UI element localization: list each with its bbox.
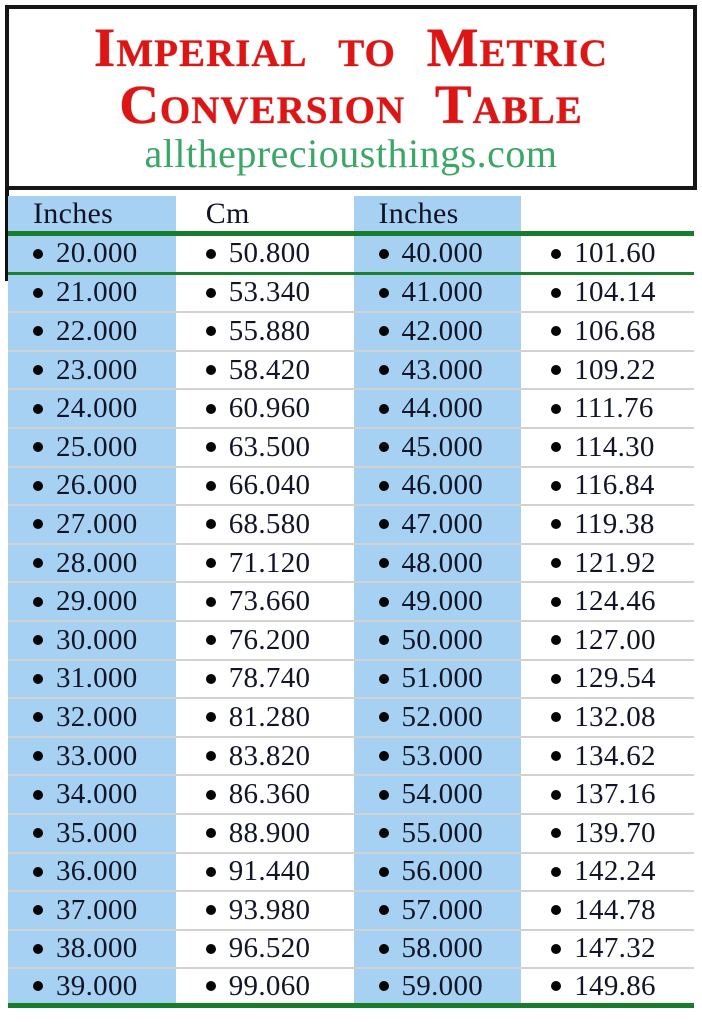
bullet-icon: [379, 288, 389, 298]
inches-cell: [354, 815, 522, 852]
cell-value: 36.000: [56, 855, 138, 888]
cell-value: 37.000: [56, 893, 138, 926]
inches-cell: [354, 545, 522, 582]
bullet-icon: [33, 365, 43, 375]
cm-cell: [181, 429, 349, 466]
bullet-icon: [33, 481, 43, 491]
cell-value: 31.000: [56, 662, 138, 695]
cell-value: 111.76: [574, 392, 654, 425]
inches-cell: [354, 854, 522, 891]
bullet-icon: [206, 751, 216, 761]
bullet-icon: [206, 597, 216, 607]
bullet-icon: [206, 944, 216, 954]
bullet-icon: [33, 828, 43, 838]
table-row: [8, 892, 694, 931]
bullet-icon: [551, 828, 561, 838]
inches-cell: [8, 661, 176, 698]
cm-cell: [181, 313, 349, 350]
cell-value: 81.280: [228, 700, 311, 733]
bullet-icon: [551, 905, 561, 915]
bullet-icon: [379, 442, 389, 452]
bullet-icon: [551, 944, 561, 954]
bullet-icon: [206, 558, 216, 568]
cell-value: 55.000: [401, 816, 484, 849]
bullet-icon: [206, 867, 216, 877]
inches-cell: [354, 969, 522, 1003]
cm-cell: [181, 583, 349, 620]
bullet-icon: [551, 442, 561, 452]
cm-cell: [526, 815, 694, 852]
cell-value: 127.00: [574, 623, 656, 656]
cm-cell: [181, 815, 349, 852]
bullet-icon: [206, 404, 216, 414]
bullet-icon: [206, 519, 216, 529]
cell-value: 21.000: [56, 276, 138, 309]
table-row: [8, 776, 694, 815]
cell-value: 53.000: [401, 739, 484, 772]
bullet-icon: [33, 635, 43, 645]
cm-cell: [526, 738, 694, 775]
cell-value: 106.68: [574, 314, 656, 347]
table-row: [8, 969, 694, 1008]
cm-cell: [526, 699, 694, 736]
cell-value: 71.120: [228, 546, 311, 579]
bullet-icon: [33, 326, 43, 336]
column-header-cm-left: Cm: [181, 196, 349, 231]
bullet-icon: [551, 558, 561, 568]
title-line-1: Imperial to Metric: [93, 17, 609, 79]
cell-value: 29.000: [56, 585, 138, 618]
inches-cell: [8, 390, 176, 427]
inches-cell: [354, 236, 522, 272]
inches-cell: [354, 661, 522, 698]
cm-cell: [526, 931, 694, 968]
bullet-icon: [33, 597, 43, 607]
cell-value: 59.000: [401, 969, 484, 1002]
bullet-icon: [379, 905, 389, 915]
cell-value: 27.000: [56, 507, 138, 540]
cm-cell: [181, 854, 349, 891]
bullet-icon: [379, 597, 389, 607]
cell-value: 22.000: [56, 314, 138, 347]
cell-value: 58.000: [401, 932, 484, 965]
cm-cell: [181, 236, 349, 272]
cm-cell: [181, 661, 349, 698]
inches-cell: [8, 429, 176, 466]
cm-cell: [181, 506, 349, 543]
inches-cell: [354, 390, 522, 427]
cell-value: 63.500: [228, 430, 311, 463]
cell-value: 137.16: [574, 778, 656, 811]
inches-cell: [354, 699, 522, 736]
cell-value: 58.420: [228, 353, 311, 386]
cm-cell: [526, 545, 694, 582]
cell-value: 53.340: [228, 276, 311, 309]
cell-value: 35.000: [56, 816, 138, 849]
cm-cell: [526, 622, 694, 659]
cell-value: 52.000: [401, 700, 484, 733]
bullet-icon: [33, 558, 43, 568]
bullet-icon: [551, 597, 561, 607]
table-row: [8, 468, 694, 507]
cell-value: 57.000: [401, 893, 484, 926]
cm-cell: [526, 468, 694, 505]
bullet-icon: [551, 981, 561, 991]
cell-value: 129.54: [574, 662, 656, 695]
cell-value: 51.000: [401, 662, 484, 695]
website-url: allthepreciousthings.com: [144, 130, 558, 176]
inches-cell: [8, 931, 176, 968]
cell-value: 50.800: [228, 237, 311, 270]
cell-value: 30.000: [56, 623, 138, 656]
bullet-icon: [379, 867, 389, 877]
bullet-icon: [206, 828, 216, 838]
inches-cell: [8, 468, 176, 505]
cell-value: 43.000: [401, 353, 484, 386]
bullet-icon: [551, 712, 561, 722]
cell-value: 139.70: [574, 816, 656, 849]
cell-value: 147.32: [574, 932, 656, 965]
bullet-icon: [206, 365, 216, 375]
column-header-cm-right: [526, 196, 694, 231]
inches-cell: [354, 275, 522, 312]
cell-value: 83.820: [228, 739, 311, 772]
bullet-icon: [33, 712, 43, 722]
bullet-icon: [33, 905, 43, 915]
cm-cell: [526, 390, 694, 427]
bullet-icon: [33, 944, 43, 954]
cell-value: 114.30: [574, 430, 655, 463]
cell-value: 38.000: [56, 932, 138, 965]
cm-cell: [181, 352, 349, 389]
bullet-icon: [33, 751, 43, 761]
cm-cell: [526, 776, 694, 813]
cell-value: 20.000: [56, 237, 138, 270]
cm-cell: [526, 236, 694, 272]
bullet-icon: [206, 326, 216, 336]
cell-value: 134.62: [574, 739, 656, 772]
cell-value: 142.24: [574, 855, 656, 888]
table-row: [8, 352, 694, 391]
bullet-icon: [379, 751, 389, 761]
cell-value: 39.000: [56, 969, 138, 1002]
inches-cell: [8, 236, 176, 272]
inches-cell: [8, 699, 176, 736]
bullet-icon: [33, 981, 43, 991]
table-row: [8, 390, 694, 429]
bullet-icon: [551, 481, 561, 491]
cm-cell: [526, 892, 694, 929]
bullet-icon: [379, 981, 389, 991]
cell-value: 48.000: [401, 546, 484, 579]
bullet-icon: [33, 674, 43, 684]
cm-cell: [526, 969, 694, 1003]
bullet-icon: [551, 635, 561, 645]
inches-cell: [354, 583, 522, 620]
cell-value: 55.880: [228, 314, 311, 347]
cell-value: 109.22: [574, 353, 656, 386]
cell-value: 73.660: [228, 585, 311, 618]
bullet-icon: [379, 674, 389, 684]
cm-cell: [181, 468, 349, 505]
cell-value: 24.000: [56, 392, 138, 425]
cm-cell: [181, 390, 349, 427]
cell-value: 121.92: [574, 546, 656, 579]
cm-cell: [181, 622, 349, 659]
table-row: [8, 583, 694, 622]
inches-cell: [354, 506, 522, 543]
bullet-icon: [379, 635, 389, 645]
inches-cell: [8, 352, 176, 389]
cell-value: 56.000: [401, 855, 484, 888]
cell-value: 116.84: [574, 469, 655, 502]
cm-cell: [181, 969, 349, 1003]
cm-cell: [181, 892, 349, 929]
bullet-icon: [33, 288, 43, 298]
inches-cell: [354, 931, 522, 968]
cell-value: 76.200: [228, 623, 311, 656]
cell-value: 45.000: [401, 430, 484, 463]
cell-value: 60.960: [228, 392, 311, 425]
bullet-icon: [551, 288, 561, 298]
cm-cell: [526, 506, 694, 543]
cell-value: 32.000: [56, 700, 138, 733]
cell-value: 101.60: [574, 237, 656, 270]
cm-cell: [526, 661, 694, 698]
cell-value: 25.000: [56, 430, 138, 463]
cell-value: 96.520: [228, 932, 311, 965]
cell-value: 40.000: [401, 237, 484, 270]
table-row: [8, 622, 694, 661]
bullet-icon: [206, 674, 216, 684]
table-row: [8, 545, 694, 584]
cm-cell: [181, 699, 349, 736]
bullet-icon: [551, 519, 561, 529]
bullet-icon: [206, 249, 216, 259]
cell-value: 50.000: [401, 623, 484, 656]
bullet-icon: [551, 751, 561, 761]
table-row: [8, 275, 694, 314]
bullet-icon: [33, 442, 43, 452]
inches-cell: [8, 545, 176, 582]
cell-value: 41.000: [401, 276, 484, 309]
cell-value: 132.08: [574, 700, 656, 733]
bullet-icon: [379, 944, 389, 954]
inches-cell: [354, 622, 522, 659]
inches-cell: [8, 275, 176, 312]
bullet-icon: [206, 712, 216, 722]
cell-value: 149.86: [574, 969, 656, 1002]
column-header-inches-right: Inches: [354, 196, 522, 231]
bullet-icon: [206, 981, 216, 991]
table-row: [8, 815, 694, 854]
cm-cell: [526, 352, 694, 389]
bullet-icon: [551, 404, 561, 414]
bullet-icon: [551, 790, 561, 800]
bullet-icon: [551, 249, 561, 259]
cell-value: 86.360: [228, 778, 311, 811]
bullet-icon: [33, 867, 43, 877]
bullet-icon: [206, 790, 216, 800]
cell-value: 124.46: [574, 585, 656, 618]
cell-value: 54.000: [401, 778, 484, 811]
table-row: [8, 506, 694, 545]
cell-value: 66.040: [228, 469, 311, 502]
bullet-icon: [379, 790, 389, 800]
table-header-row: [8, 196, 694, 236]
table-row: [8, 429, 694, 468]
cm-cell: [181, 776, 349, 813]
cm-cell: [181, 738, 349, 775]
cell-value: 78.740: [228, 662, 311, 695]
conversion-table: [8, 196, 694, 1008]
bullet-icon: [206, 481, 216, 491]
table-row: [8, 313, 694, 352]
cell-value: 42.000: [401, 314, 484, 347]
cm-cell: [526, 854, 694, 891]
inches-cell: [354, 468, 522, 505]
bullet-icon: [379, 326, 389, 336]
cm-cell: [181, 931, 349, 968]
cell-value: 99.060: [228, 969, 311, 1002]
cell-value: 28.000: [56, 546, 138, 579]
bullet-icon: [379, 712, 389, 722]
bullet-icon: [206, 635, 216, 645]
column-header-inches-left: Inches: [8, 196, 176, 231]
bullet-icon: [551, 867, 561, 877]
inches-cell: [8, 815, 176, 852]
cell-value: 47.000: [401, 507, 484, 540]
bullet-icon: [33, 249, 43, 259]
cell-value: 93.980: [228, 893, 311, 926]
bullet-icon: [551, 326, 561, 336]
bullet-icon: [379, 519, 389, 529]
bullet-icon: [33, 790, 43, 800]
table-row: [8, 931, 694, 970]
bullet-icon: [206, 288, 216, 298]
bullet-icon: [379, 828, 389, 838]
inches-cell: [8, 738, 176, 775]
cell-value: 23.000: [56, 353, 138, 386]
inches-cell: [354, 738, 522, 775]
cell-value: 34.000: [56, 778, 138, 811]
bullet-icon: [206, 905, 216, 915]
cell-value: 88.900: [228, 816, 311, 849]
cm-cell: [526, 313, 694, 350]
cell-value: 46.000: [401, 469, 484, 502]
table-row: [8, 661, 694, 700]
inches-cell: [8, 969, 176, 1003]
title-banner: [5, 5, 697, 190]
table-row: [8, 699, 694, 738]
cm-cell: [526, 275, 694, 312]
bullet-icon: [379, 404, 389, 414]
table-body: [8, 236, 694, 1008]
inches-cell: [8, 506, 176, 543]
inches-cell: [354, 892, 522, 929]
bullet-icon: [33, 519, 43, 529]
bullet-icon: [33, 404, 43, 414]
inches-cell: [354, 352, 522, 389]
table-row: [8, 738, 694, 777]
cm-cell: [181, 545, 349, 582]
cell-value: 68.580: [228, 507, 311, 540]
table-row: [8, 236, 694, 275]
bullet-icon: [379, 249, 389, 259]
inches-cell: [8, 583, 176, 620]
inches-cell: [354, 429, 522, 466]
inches-cell: [8, 892, 176, 929]
cm-cell: [526, 583, 694, 620]
cell-value: 119.38: [574, 507, 655, 540]
inches-cell: [8, 854, 176, 891]
bullet-icon: [379, 365, 389, 375]
cell-value: 144.78: [574, 893, 656, 926]
cell-value: 44.000: [401, 392, 484, 425]
bullet-icon: [379, 558, 389, 568]
cell-value: 104.14: [574, 276, 656, 309]
bullet-icon: [379, 481, 389, 491]
bullet-icon: [551, 365, 561, 375]
inches-cell: [354, 776, 522, 813]
bullet-icon: [206, 442, 216, 452]
cm-cell: [181, 275, 349, 312]
cm-cell: [526, 429, 694, 466]
inches-cell: [354, 313, 522, 350]
inches-cell: [8, 622, 176, 659]
inches-cell: [8, 313, 176, 350]
table-row: [8, 854, 694, 893]
title-line-2: Conversion Table: [119, 73, 583, 135]
cell-value: 91.440: [228, 855, 311, 888]
cell-value: 33.000: [56, 739, 138, 772]
cell-value: 49.000: [401, 585, 484, 618]
cell-value: 26.000: [56, 469, 138, 502]
bullet-icon: [551, 674, 561, 684]
inches-cell: [8, 776, 176, 813]
